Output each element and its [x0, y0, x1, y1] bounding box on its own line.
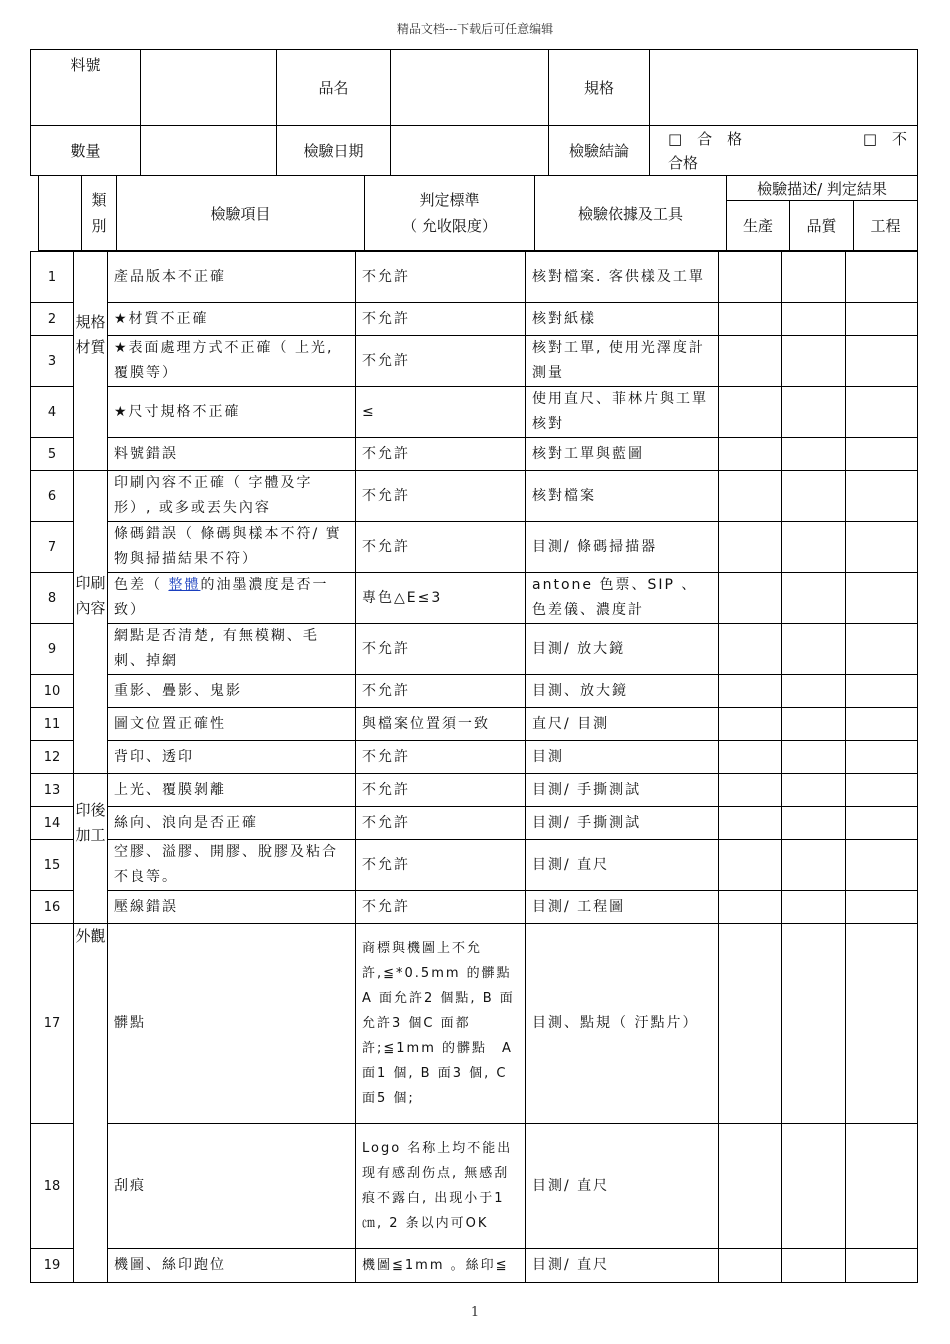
criteria-cell: 不允許: [356, 624, 526, 675]
engineering-result-cell[interactable]: [846, 774, 918, 807]
quality-result-cell[interactable]: [782, 840, 846, 891]
quality-result-cell[interactable]: [782, 741, 846, 774]
quality-result-cell[interactable]: [782, 924, 846, 1124]
production-result-cell[interactable]: [719, 387, 782, 438]
no-header: [39, 176, 82, 251]
quality-result-cell[interactable]: [782, 1249, 846, 1283]
table-row: [31, 438, 918, 471]
table-row: [31, 708, 918, 741]
item-cell: [108, 573, 356, 624]
basis-cell: 目測/ 直尺: [526, 840, 719, 891]
criteria-header-line1: 判定標準: [419, 191, 480, 209]
criteria-cell: 專色△E≤3: [356, 573, 526, 624]
basis-cell: 目測/ 直尺: [526, 1124, 719, 1249]
table-row: [31, 522, 918, 573]
table-row: [31, 675, 918, 708]
criteria-cell: 不允許: [356, 807, 526, 840]
basis-cell: 核對工單, 使用光澤度計測量: [526, 336, 719, 387]
criteria-cell: 與檔案位置須一致: [356, 708, 526, 741]
engineering-result-cell[interactable]: [846, 573, 918, 624]
row-number: 10: [31, 675, 74, 708]
table-row: [31, 1124, 918, 1249]
production-result-cell[interactable]: [719, 675, 782, 708]
item-cell: 產品版本不正確: [108, 252, 356, 303]
basis-cell: 目測、點規（ 汙點片）: [526, 924, 719, 1124]
table-row: [31, 1249, 918, 1283]
criteria-cell: 不允許: [356, 252, 526, 303]
engineering-result-cell[interactable]: [846, 1124, 918, 1249]
basis-cell: 使用直尺、菲林片與工單核對: [526, 387, 719, 438]
item-cell: 絲向、浪向是否正確: [108, 807, 356, 840]
production-result-cell[interactable]: [719, 774, 782, 807]
table-row: [31, 387, 918, 438]
category-cell: 規格材質: [74, 252, 108, 471]
row-number: 15: [31, 840, 74, 891]
row-number: 16: [31, 891, 74, 924]
spec-value[interactable]: [650, 50, 918, 126]
engineering-result-cell[interactable]: [846, 303, 918, 336]
criteria-cell: 不允許: [356, 840, 526, 891]
part-no-value[interactable]: [141, 50, 277, 126]
date-label: 檢驗日期: [277, 126, 391, 176]
table-row: [31, 840, 918, 891]
basis-cell: 目測/ 放大鏡: [526, 624, 719, 675]
production-result-cell[interactable]: [719, 924, 782, 1124]
quality-header: 品質: [790, 201, 854, 251]
item-cell: 空膠、溢膠、開膠、脫膠及粘合不良等。: [108, 840, 356, 891]
row-number: 12: [31, 741, 74, 774]
column-header-table: [38, 175, 918, 251]
basis-cell: 目測、放大鏡: [526, 675, 719, 708]
quality-result-cell[interactable]: [782, 387, 846, 438]
engineering-result-cell[interactable]: [846, 807, 918, 840]
quality-result-cell[interactable]: [782, 438, 846, 471]
production-result-cell[interactable]: [719, 336, 782, 387]
production-result-cell[interactable]: [719, 252, 782, 303]
row-number: 14: [31, 807, 74, 840]
engineering-result-cell[interactable]: [846, 840, 918, 891]
pass-checkbox[interactable]: □ 合 格: [668, 129, 743, 148]
criteria-cell: 不允許: [356, 675, 526, 708]
basis-cell: 目測/ 工程圖: [526, 891, 719, 924]
row-number: 11: [31, 708, 74, 741]
item-cell: ★材質不正確: [108, 303, 356, 336]
quality-result-cell[interactable]: [782, 303, 846, 336]
criteria-cell: 不允許: [356, 336, 526, 387]
basis-cell: 直尺/ 目測: [526, 708, 719, 741]
name-label: 品名: [277, 50, 391, 126]
info-table: [30, 49, 918, 176]
quality-result-cell[interactable]: [782, 675, 846, 708]
criteria-cell: ≤: [356, 387, 526, 438]
production-result-cell[interactable]: [719, 741, 782, 774]
criteria-cell: 不允許: [356, 522, 526, 573]
engineering-result-cell[interactable]: [846, 336, 918, 387]
basis-cell: 目測/ 手撕測試: [526, 774, 719, 807]
production-result-cell[interactable]: [719, 1249, 782, 1283]
item-cell: 髒點: [108, 924, 356, 1124]
engineering-result-cell[interactable]: [846, 438, 918, 471]
category-header: 類別: [82, 176, 117, 251]
table-row: [31, 807, 918, 840]
table-row: [31, 573, 918, 624]
table-row: [31, 924, 918, 1124]
item-cell: ★尺寸規格不正確: [108, 387, 356, 438]
criteria-cell: 不允許: [356, 741, 526, 774]
criteria-cell: 不允許: [356, 438, 526, 471]
criteria-cell: 不允許: [356, 471, 526, 522]
row-number: 18: [31, 1124, 74, 1249]
basis-cell: 核對檔案. 客供樣及工單: [526, 252, 719, 303]
category-cell: 外觀: [74, 924, 108, 1283]
item-cell: 印刷內容不正確（ 字體及字形）, 或多或丟失內容: [108, 471, 356, 522]
quality-result-cell[interactable]: [782, 891, 846, 924]
row-number: 8: [31, 573, 74, 624]
basis-header: 檢驗依據及工具: [535, 176, 727, 251]
row-number: 19: [31, 1249, 74, 1283]
item-cell: 機圖、絲印跑位: [108, 1249, 356, 1283]
production-result-cell[interactable]: [719, 303, 782, 336]
row-number: 13: [31, 774, 74, 807]
page-number: 1: [470, 1305, 480, 1320]
row-number: 2: [31, 303, 74, 336]
fail-label-cont: 合格: [668, 153, 699, 172]
quality-result-cell[interactable]: [782, 573, 846, 624]
basis-cell: antone 色票、SIP 、色差儀、濃度計: [526, 573, 719, 624]
quality-result-cell[interactable]: [782, 624, 846, 675]
table-row: [31, 891, 918, 924]
quality-result-cell[interactable]: [782, 708, 846, 741]
item-cell: 刮痕: [108, 1124, 356, 1249]
item-cell: 條碼錯誤（ 條碼與樣本不符/ 實物與掃描結果不符）: [108, 522, 356, 573]
row-number: 6: [31, 471, 74, 522]
row-number: 17: [31, 924, 74, 1124]
engineering-result-cell[interactable]: [846, 924, 918, 1124]
engineering-result-cell[interactable]: [846, 708, 918, 741]
row-number: 7: [31, 522, 74, 573]
item-cell: 壓線錯誤: [108, 891, 356, 924]
desc-header: 檢驗描述/ 判定結果: [727, 176, 918, 201]
production-result-cell[interactable]: [719, 438, 782, 471]
item-cell: 圖文位置正確性: [108, 708, 356, 741]
item-text-post: 的油墨濃度是否一致）: [114, 577, 329, 618]
quality-result-cell[interactable]: [782, 522, 846, 573]
production-result-cell[interactable]: [719, 471, 782, 522]
row-number: 1: [31, 252, 74, 303]
row-number: 3: [31, 336, 74, 387]
basis-cell: 核對工單與藍圖: [526, 438, 719, 471]
part-no-label: 料號: [31, 50, 141, 126]
date-value[interactable]: [391, 126, 549, 176]
conclusion-options[interactable]: [650, 126, 918, 176]
criteria-cell: 不允許: [356, 774, 526, 807]
quality-result-cell[interactable]: [782, 774, 846, 807]
table-row: [31, 303, 918, 336]
quality-result-cell[interactable]: [782, 471, 846, 522]
category-cell: 印後加工: [74, 774, 108, 924]
item-cell: 重影、疊影、鬼影: [108, 675, 356, 708]
quality-result-cell[interactable]: [782, 336, 846, 387]
qty-label: 數量: [31, 126, 141, 176]
criteria-cell: Logo 名称上均不能出现有感刮伤点, 無感刮痕不露白, 出现小于1 ㎝, 2 条以内可OK: [356, 1124, 526, 1249]
item-cell: 上光、覆膜剝離: [108, 774, 356, 807]
engineering-result-cell[interactable]: [846, 471, 918, 522]
basis-cell: 目測/ 手撕測試: [526, 807, 719, 840]
item-cell: 背印、透印: [108, 741, 356, 774]
basis-cell: 核對紙樣: [526, 303, 719, 336]
quality-result-cell[interactable]: [782, 1124, 846, 1249]
row-number: 4: [31, 387, 74, 438]
table-row: [31, 741, 918, 774]
engineering-result-cell[interactable]: [846, 675, 918, 708]
production-result-cell[interactable]: [719, 891, 782, 924]
basis-cell: 目測: [526, 741, 719, 774]
basis-cell: 目測/ 直尺: [526, 1249, 719, 1283]
quality-result-cell[interactable]: [782, 252, 846, 303]
item-cell: 料號錯誤: [108, 438, 356, 471]
inspection-table: [30, 251, 918, 1283]
name-value[interactable]: [391, 50, 549, 126]
table-row: [31, 336, 918, 387]
table-row: [31, 774, 918, 807]
production-header: 生產: [727, 201, 790, 251]
production-result-cell[interactable]: [719, 522, 782, 573]
page-header-note: 精品文档---下载后可任意编辑: [396, 22, 554, 36]
criteria-cell: 商標與機圖上不允許,≦*0.5mm 的髒點A 面允許2 個點, B 面允許3 個C 面都許;≦1mm 的髒點 A 面1 個, B 面3 個, C 面5 個;: [356, 924, 526, 1124]
criteria-header: [365, 176, 535, 251]
quality-result-cell[interactable]: [782, 807, 846, 840]
fail-checkbox[interactable]: □ 不: [862, 129, 907, 148]
production-result-cell[interactable]: [719, 573, 782, 624]
engineering-result-cell[interactable]: [846, 891, 918, 924]
engineering-result-cell[interactable]: [846, 624, 918, 675]
engineering-result-cell[interactable]: [846, 1249, 918, 1283]
table-row: [31, 252, 918, 303]
item-link[interactable]: 整體: [168, 577, 201, 593]
engineering-result-cell[interactable]: [846, 252, 918, 303]
engineering-result-cell[interactable]: [846, 741, 918, 774]
table-row: [31, 471, 918, 522]
engineering-result-cell[interactable]: [846, 522, 918, 573]
criteria-cell: 機圖≦1mm 。絲印≦: [356, 1249, 526, 1283]
row-number: 5: [31, 438, 74, 471]
production-result-cell[interactable]: [719, 807, 782, 840]
table-row: [31, 624, 918, 675]
conclusion-label: 檢驗結論: [549, 126, 650, 176]
production-result-cell[interactable]: [719, 840, 782, 891]
engineering-result-cell[interactable]: [846, 387, 918, 438]
basis-cell: 目測/ 條碼掃描器: [526, 522, 719, 573]
item-cell: 網點是否清楚, 有無模糊、毛刺、掉網: [108, 624, 356, 675]
production-result-cell[interactable]: [719, 624, 782, 675]
qty-value[interactable]: [141, 126, 277, 176]
criteria-cell: 不允許: [356, 303, 526, 336]
item-text-pre: 色差（: [114, 577, 169, 593]
item-cell: ★表面處理方式不正確（ 上光, 覆膜等）: [108, 336, 356, 387]
criteria-cell: 不允許: [356, 891, 526, 924]
basis-cell: 核對檔案: [526, 471, 719, 522]
criteria-header-line2: （ 允收限度）: [402, 217, 497, 235]
production-result-cell[interactable]: [719, 708, 782, 741]
item-header: 檢驗項目: [117, 176, 365, 251]
spec-label: 規格: [549, 50, 650, 126]
category-cell: 印刷內容: [74, 471, 108, 774]
row-number: 9: [31, 624, 74, 675]
production-result-cell[interactable]: [719, 1124, 782, 1249]
engineering-header: 工程: [854, 201, 918, 251]
